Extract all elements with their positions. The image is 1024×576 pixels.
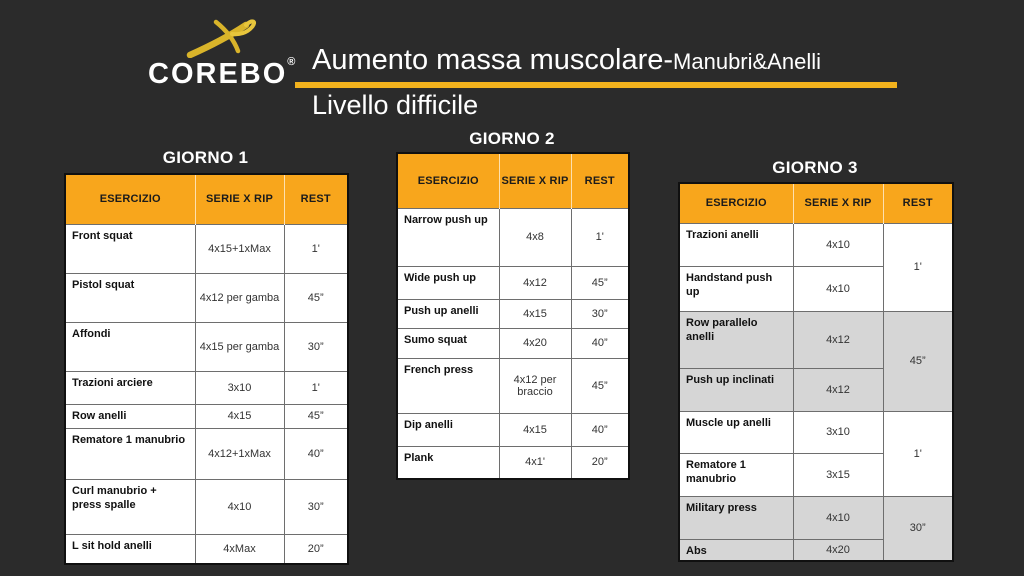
title-main: Aumento massa muscolare- (312, 44, 674, 76)
page-subtitle: Livello difficile (312, 90, 479, 120)
brand-text: COREBO (148, 58, 288, 90)
column-header-serie-x-rip: SERIE X RIP (195, 174, 284, 224)
exercise-cell: Narrow push up (397, 208, 499, 266)
rest-cell: 1' (284, 371, 348, 404)
exercise-cell: Sumo squat (397, 328, 499, 358)
table-row (397, 266, 629, 299)
column-header-esercizio: ESERCIZIO (679, 183, 793, 223)
serie-cell: 4x15 (195, 404, 284, 428)
title-sub: Manubri&Anelli (673, 49, 821, 74)
serie-cell: 4x12 (793, 368, 883, 411)
rest-cell-merged: 1' (883, 411, 953, 496)
serie-cell: 4x10 (793, 266, 883, 311)
serie-cell: 4x1' (499, 446, 571, 479)
column-header-esercizio: ESERCIZIO (65, 174, 195, 224)
exercise-cell: Row anelli (65, 404, 195, 428)
corebo-logo (148, 14, 308, 100)
exercise-cell: Dip anelli (397, 413, 499, 446)
table-row (65, 273, 348, 322)
rest-cell: 1' (571, 208, 629, 266)
table-row (65, 371, 348, 404)
table-row (65, 224, 348, 273)
serie-cell: 3x10 (195, 371, 284, 404)
brand-name (148, 56, 308, 91)
rest-cell: 45” (571, 358, 629, 413)
exercise-cell: Push up anelli (397, 299, 499, 328)
corebo-swoosh-icon (186, 16, 262, 58)
table-row (397, 328, 629, 358)
exercise-cell: Rematore 1 manubrio (65, 428, 195, 479)
column-header-serie-x-rip: SERIE X RIP (499, 153, 571, 208)
giorno-2-title: GIORNO 2 (469, 129, 555, 148)
title-underline (295, 82, 897, 88)
exercise-cell: Abs (679, 539, 793, 561)
table-row (65, 534, 348, 564)
table-row (679, 311, 953, 368)
serie-cell: 4x12 (793, 311, 883, 368)
exercise-cell: Muscle up anelli (679, 411, 793, 453)
serie-cell: 4x10 (195, 479, 284, 534)
serie-cell: 3x15 (793, 453, 883, 496)
rest-cell: 30” (571, 299, 629, 328)
table-row (397, 299, 629, 328)
column-header-serie-x-rip: SERIE X RIP (793, 183, 883, 223)
column-header-rest: REST (571, 153, 629, 208)
serie-cell: 3x10 (793, 411, 883, 453)
table-row (679, 496, 953, 539)
table-row (65, 479, 348, 534)
exercise-cell: Trazioni arciere (65, 371, 195, 404)
column-header-esercizio: ESERCIZIO (397, 153, 499, 208)
exercise-cell: L sit hold anelli (65, 534, 195, 564)
workout-table (396, 152, 630, 480)
table-row (679, 223, 953, 266)
rest-cell: 20” (284, 534, 348, 564)
exercise-cell: Front squat (65, 224, 195, 273)
exercise-cell: French press (397, 358, 499, 413)
column-header-rest: REST (883, 183, 953, 223)
table-row (397, 413, 629, 446)
serie-cell: 4xMax (195, 534, 284, 564)
rest-cell: 30” (284, 322, 348, 371)
table-row (679, 411, 953, 453)
rest-cell: 40” (571, 328, 629, 358)
serie-cell: 4x12 per gamba (195, 273, 284, 322)
table-row (65, 322, 348, 371)
rest-cell-merged: 45” (883, 311, 953, 411)
exercise-cell: Rematore 1 manubrio (679, 453, 793, 496)
rest-cell-merged: 1' (883, 223, 953, 311)
table-row (397, 358, 629, 413)
serie-cell: 4x12 per braccio (499, 358, 571, 413)
rest-cell: 30” (284, 479, 348, 534)
exercise-cell: Row parallelo anelli (679, 311, 793, 368)
exercise-cell: Push up inclinati (679, 368, 793, 411)
giorno-1-title: GIORNO 1 (162, 148, 249, 167)
rest-cell: 1' (284, 224, 348, 273)
workout-table (678, 182, 954, 562)
exercise-cell: Military press (679, 496, 793, 539)
giorno-table-1 (64, 148, 347, 565)
exercise-cell: Plank (397, 446, 499, 479)
table-row (397, 208, 629, 266)
serie-cell: 4x15 (499, 413, 571, 446)
exercise-cell: Affondi (65, 322, 195, 371)
serie-cell: 4x15+1xMax (195, 224, 284, 273)
exercise-cell: Wide push up (397, 266, 499, 299)
serie-cell: 4x8 (499, 208, 571, 266)
rest-cell-merged: 30” (883, 496, 953, 561)
registered-mark: ® (287, 56, 296, 68)
exercise-cell: Curl manubrio + press spalle (65, 479, 195, 534)
serie-cell: 4x10 (793, 223, 883, 266)
serie-cell: 4x15 (499, 299, 571, 328)
serie-cell: 4x20 (793, 539, 883, 561)
giorno-table-3 (678, 158, 952, 562)
rest-cell: 40” (571, 413, 629, 446)
rest-cell: 40” (284, 428, 348, 479)
rest-cell: 45” (284, 273, 348, 322)
rest-cell: 45” (571, 266, 629, 299)
giorno-table-2 (396, 129, 628, 480)
serie-cell: 4x12+1xMax (195, 428, 284, 479)
serie-cell: 4x10 (793, 496, 883, 539)
exercise-cell: Pistol squat (65, 273, 195, 322)
exercise-cell: Handstand push up (679, 266, 793, 311)
exercise-cell: Trazioni anelli (679, 223, 793, 266)
workout-table (64, 173, 349, 565)
serie-cell: 4x12 (499, 266, 571, 299)
serie-cell: 4x20 (499, 328, 571, 358)
giorno-3-title: GIORNO 3 (772, 158, 858, 177)
page-title (312, 44, 821, 77)
rest-cell: 20” (571, 446, 629, 479)
rest-cell: 45” (284, 404, 348, 428)
column-header-rest: REST (284, 174, 348, 224)
table-row (65, 428, 348, 479)
table-row (65, 404, 348, 428)
serie-cell: 4x15 per gamba (195, 322, 284, 371)
table-row (397, 446, 629, 479)
